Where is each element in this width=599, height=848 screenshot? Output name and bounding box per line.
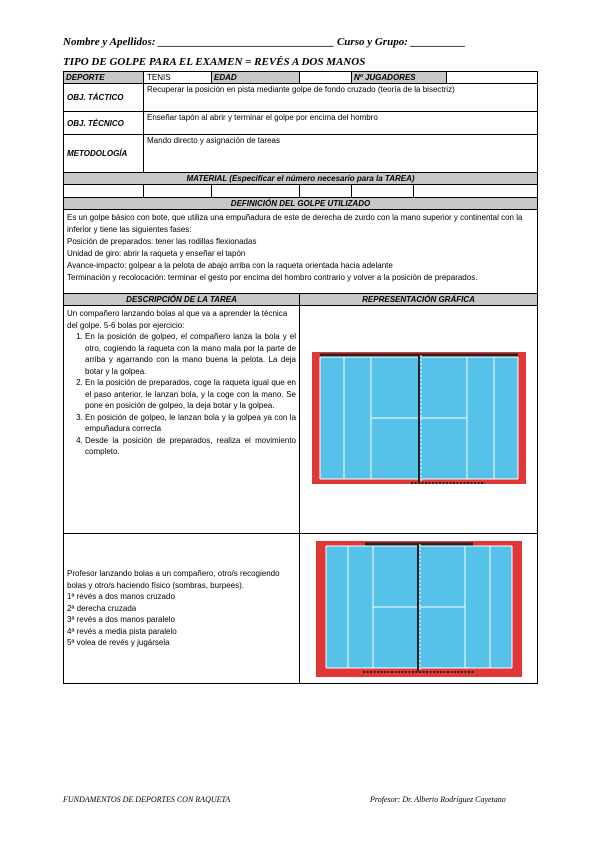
group-line[interactable]: __________ xyxy=(410,36,466,48)
definicion-header-row xyxy=(64,198,538,210)
jugadores-value[interactable] xyxy=(447,72,538,84)
material-cell[interactable] xyxy=(64,185,144,198)
tactico-label: OBJ. TÁCTICO xyxy=(64,84,144,112)
tennis-court-diagram-1 xyxy=(311,350,527,490)
task-2-description xyxy=(64,534,300,684)
info-row-tactico xyxy=(64,84,538,112)
task-1-step: 4. Desde la posición de preparados, realiza el movimiento completo. xyxy=(85,435,296,458)
definicion-line: Es un golpe básico con bote, que utiliza una empuñadura de este de derecha de zurdo con la mano superior y continental con la inferior y tiene las siguientes fases: xyxy=(67,213,523,234)
material-cell[interactable] xyxy=(352,185,414,198)
task-2-graphic xyxy=(300,534,538,684)
definicion-line: Avance-impacto: golpear a la pelota de abajo arriba con la raqueta orientada hacia adelante xyxy=(67,261,393,270)
material-cell[interactable] xyxy=(212,185,300,198)
deporte-label: DEPORTE xyxy=(64,72,144,84)
material-header-row xyxy=(64,173,538,185)
deporte-value: TENIS xyxy=(144,72,212,84)
material-header: MATERIAL (Especificar el número necesario para la TAREA) xyxy=(64,173,538,185)
definicion-row xyxy=(64,210,538,294)
name-line[interactable]: ________________________________ xyxy=(158,36,335,48)
task-2-line: 5ª volea de revés y jugársela xyxy=(67,638,170,648)
session-sheet-table xyxy=(63,71,538,684)
representacion-header: REPRESENTACIÓN GRÁFICA xyxy=(300,294,538,306)
tasks-header-row xyxy=(64,294,538,306)
name-label: Nombre y Apellidos: xyxy=(63,36,156,48)
footer-course: FUNDAMENTOS DE DEPORTES CON RAQUETA xyxy=(63,795,231,804)
material-cells-row xyxy=(64,185,538,198)
task-1-step: 1. En la posición de golpeo, el compañero lanza la bola y el otro, cogiendo la raqueta con la mano mala por la parte de arriba y agarrando con la mano buena la pelota. La deja botar y la golpea. xyxy=(85,331,296,377)
info-row-deporte xyxy=(64,72,538,84)
task-1-description xyxy=(64,306,300,534)
tactico-value: Recuperar la posición en pista mediante golpe de fondo cruzado (teoría de la bisectriz) xyxy=(144,84,538,112)
task-1-step: 2. En la posición de preparados, coge la raqueta igual que en el paso anterior, le lanzan bola, y la coge con la mano. Se pone en posición de golpeo, la deja botar y la golpea. xyxy=(85,377,296,412)
task-2-line: 2ª derecha cruzada xyxy=(67,603,137,613)
group-label: Curso y Grupo: xyxy=(336,36,408,48)
task-1-row xyxy=(64,306,538,534)
descripcion-header: DESCRIPCIÓN DE LA TAREA xyxy=(64,294,300,306)
metodologia-label: METODOLOGÍA xyxy=(64,135,144,173)
material-cell[interactable] xyxy=(300,185,352,198)
edad-label: EDAD xyxy=(212,72,300,84)
student-header xyxy=(63,36,543,48)
definicion-line: Unidad de giro: abrir la raqueta y enseñar el tapón xyxy=(67,249,246,258)
material-cell[interactable] xyxy=(144,185,212,198)
footer-professor: Profesor: Dr. Alberto Rodríguez Cayetano xyxy=(370,795,506,804)
tecnico-label: OBJ. TÉCNICO xyxy=(64,112,144,135)
task-1-steps xyxy=(67,331,296,458)
definicion-text xyxy=(64,210,538,294)
task-1-graphic xyxy=(300,306,538,534)
task-2-line: 3ª revés a dos manos paralelo xyxy=(67,615,175,625)
task-2-intro: Profesor lanzando bolas a un compañero, otro/s recogiendo bolas y otro/s haciendo físico (sombras, burpees). xyxy=(67,569,280,590)
definicion-line: Terminación y recolocación: terminar el gesto por encima del hombro contrario y volver a la posición de preparados. xyxy=(67,273,478,282)
task-2-line: 4ª revés a media pista paralelo xyxy=(67,626,177,636)
task-2-row xyxy=(64,534,538,684)
tecnico-value: Enseñar tapón al abrir y terminar el golpe por encima del hombro xyxy=(144,112,538,135)
info-row-tecnico xyxy=(64,112,538,135)
info-row-metodologia xyxy=(64,135,538,173)
jugadores-label: Nº JUGADORES xyxy=(352,72,447,84)
edad-value[interactable] xyxy=(300,72,352,84)
task-1-intro: Un compañero lanzando bolas al que va a aprender la técnica del golpe. 5-6 bolas por ejercicio: xyxy=(67,309,288,330)
definicion-header: DEFINICIÓN DEL GOLPE UTILIZADO xyxy=(64,198,538,210)
task-1-step: 3. En posición de golpeo, le lanzan bola y la golpea ya con la empuñadura correcta xyxy=(85,412,296,435)
page-title: TIPO DE GOLPE PARA EL EXAMEN = REVÉS A DOS MANOS xyxy=(63,56,366,68)
material-cell[interactable] xyxy=(414,185,538,198)
metodologia-value: Mando directo y asignación de tareas xyxy=(144,135,538,173)
task-2-line: 1ª revés a dos manos cruzado xyxy=(67,592,175,602)
tennis-court-diagram-2 xyxy=(315,539,523,679)
definicion-line: Posición de preparados: tener las rodillas flexionadas xyxy=(67,237,257,246)
